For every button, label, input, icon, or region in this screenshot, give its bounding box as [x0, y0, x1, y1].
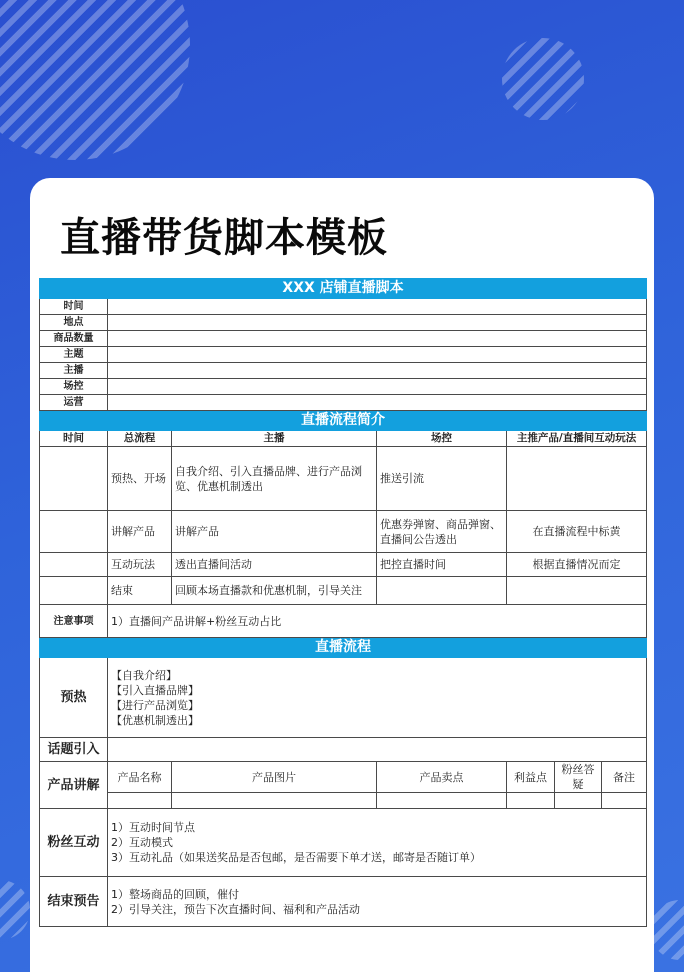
product-cell[interactable]: [555, 793, 602, 809]
host-cell[interactable]: 自我介绍、引入直播品牌、进行产品浏览、优惠机制透出: [172, 447, 377, 511]
warmup-row: [40, 658, 647, 738]
control-cell[interactable]: [377, 577, 507, 605]
product-column-header: 产品卖点: [377, 762, 507, 793]
product-cell[interactable]: 在直播流程中标黄: [507, 511, 647, 553]
topic-label: 话题引入: [40, 738, 108, 762]
flow-cell[interactable]: 互动玩法: [108, 553, 172, 577]
flow-cell[interactable]: 预热、开场: [108, 447, 172, 511]
product-cell[interactable]: [507, 447, 647, 511]
notes-text[interactable]: 1）直播间产品讲解+粉丝互动占比: [108, 605, 647, 638]
time-cell[interactable]: [40, 577, 108, 605]
column-header: 总流程: [108, 431, 172, 447]
column-header-row: [40, 431, 647, 447]
product-header-row: [40, 762, 647, 793]
info-value-cell[interactable]: [108, 331, 647, 347]
info-value-cell[interactable]: [108, 379, 647, 395]
control-cell[interactable]: 把控直播时间: [377, 553, 507, 577]
column-header: 场控: [377, 431, 507, 447]
product-cell[interactable]: [172, 793, 377, 809]
script-spreadsheet: [39, 278, 647, 927]
info-value-cell[interactable]: [108, 395, 647, 411]
host-cell[interactable]: 回顾本场直播款和优惠机制，引导关注: [172, 577, 377, 605]
product-cell[interactable]: [108, 793, 172, 809]
fan-item: 1）互动时间节点: [111, 821, 195, 834]
time-cell[interactable]: [40, 511, 108, 553]
fan-item: 3）互动礼品（如果送奖品是否包邮，是否需要下单才送，邮寄是否随订单）: [111, 851, 481, 864]
warmup-label: 预热: [40, 658, 108, 738]
fan-label: 粉丝互动: [40, 809, 108, 877]
topic-row: [40, 738, 647, 762]
closing-row: [40, 877, 647, 927]
column-header: 时间: [40, 431, 108, 447]
control-cell[interactable]: 优惠券弹窗、商品弹窗、直播间公告透出: [377, 511, 507, 553]
page-title: 直播带货脚本模板: [60, 215, 388, 261]
live-flow-header: 直播流程: [40, 638, 647, 658]
product-label: 产品讲解: [40, 762, 108, 809]
column-header: 主推产品/直播间互动玩法: [507, 431, 647, 447]
flow-cell[interactable]: 讲解产品: [108, 511, 172, 553]
info-row: [40, 379, 647, 395]
topic-content[interactable]: [108, 738, 647, 762]
time-cell[interactable]: [40, 447, 108, 511]
warmup-item: 【自我介绍】: [111, 668, 177, 682]
column-header: 主播: [172, 431, 377, 447]
section-header-row: [40, 411, 647, 431]
product-cell[interactable]: [377, 793, 507, 809]
info-label: 运营: [40, 395, 108, 411]
product-cell[interactable]: [602, 793, 647, 809]
info-value-cell[interactable]: [108, 299, 647, 315]
info-label: 时间: [40, 299, 108, 315]
closing-content[interactable]: [108, 877, 647, 927]
product-column-header: 利益点: [507, 762, 555, 793]
info-value-cell[interactable]: [108, 363, 647, 379]
product-cell[interactable]: 根据直播情况而定: [507, 553, 647, 577]
notes-row: [40, 605, 647, 638]
control-cell[interactable]: 推送引流: [377, 447, 507, 511]
flow-row: [40, 511, 647, 553]
product-column-header: 粉丝答疑: [555, 762, 602, 793]
closing-label: 结束预告: [40, 877, 108, 927]
info-label: 主播: [40, 363, 108, 379]
warmup-item: 【引入直播品牌】: [111, 683, 199, 697]
flow-cell[interactable]: 结束: [108, 577, 172, 605]
product-column-header: 产品名称: [108, 762, 172, 793]
info-row: [40, 331, 647, 347]
info-label: 地点: [40, 315, 108, 331]
product-cell[interactable]: [507, 577, 647, 605]
product-column-header: 产品图片: [172, 762, 377, 793]
host-cell[interactable]: 讲解产品: [172, 511, 377, 553]
store-script-header: XXX 店铺直播脚本: [40, 279, 647, 299]
document-card: [30, 178, 654, 972]
notes-label: 注意事项: [40, 605, 108, 638]
info-value-cell[interactable]: [108, 315, 647, 331]
decorative-striped-circle: [502, 38, 584, 120]
fan-content[interactable]: [108, 809, 647, 877]
product-entry-row: [40, 793, 647, 809]
info-label: 主题: [40, 347, 108, 363]
info-row: [40, 347, 647, 363]
fan-item: 2）互动模式: [111, 836, 173, 849]
warmup-content[interactable]: [108, 658, 647, 738]
product-column-header: 备注: [602, 762, 647, 793]
fan-interaction-row: [40, 809, 647, 877]
info-label: 商品数量: [40, 331, 108, 347]
info-row: [40, 299, 647, 315]
section-header-row: [40, 638, 647, 658]
flow-row: [40, 577, 647, 605]
flow-row: [40, 553, 647, 577]
flow-row: [40, 447, 647, 511]
info-row: [40, 363, 647, 379]
info-row: [40, 315, 647, 331]
info-label: 场控: [40, 379, 108, 395]
info-value-cell[interactable]: [108, 347, 647, 363]
flow-intro-header: 直播流程简介: [40, 411, 647, 431]
warmup-item: 【优惠机制透出】: [111, 713, 199, 727]
closing-item: 1）整场商品的回顾，催付: [111, 887, 239, 901]
section-header-row: [40, 279, 647, 299]
info-row: [40, 395, 647, 411]
warmup-item: 【进行产品浏览】: [111, 698, 199, 712]
product-cell[interactable]: [507, 793, 555, 809]
closing-item: 2）引导关注，预告下次直播时间、福利和产品活动: [111, 902, 360, 916]
time-cell[interactable]: [40, 553, 108, 577]
host-cell[interactable]: 透出直播间活动: [172, 553, 377, 577]
